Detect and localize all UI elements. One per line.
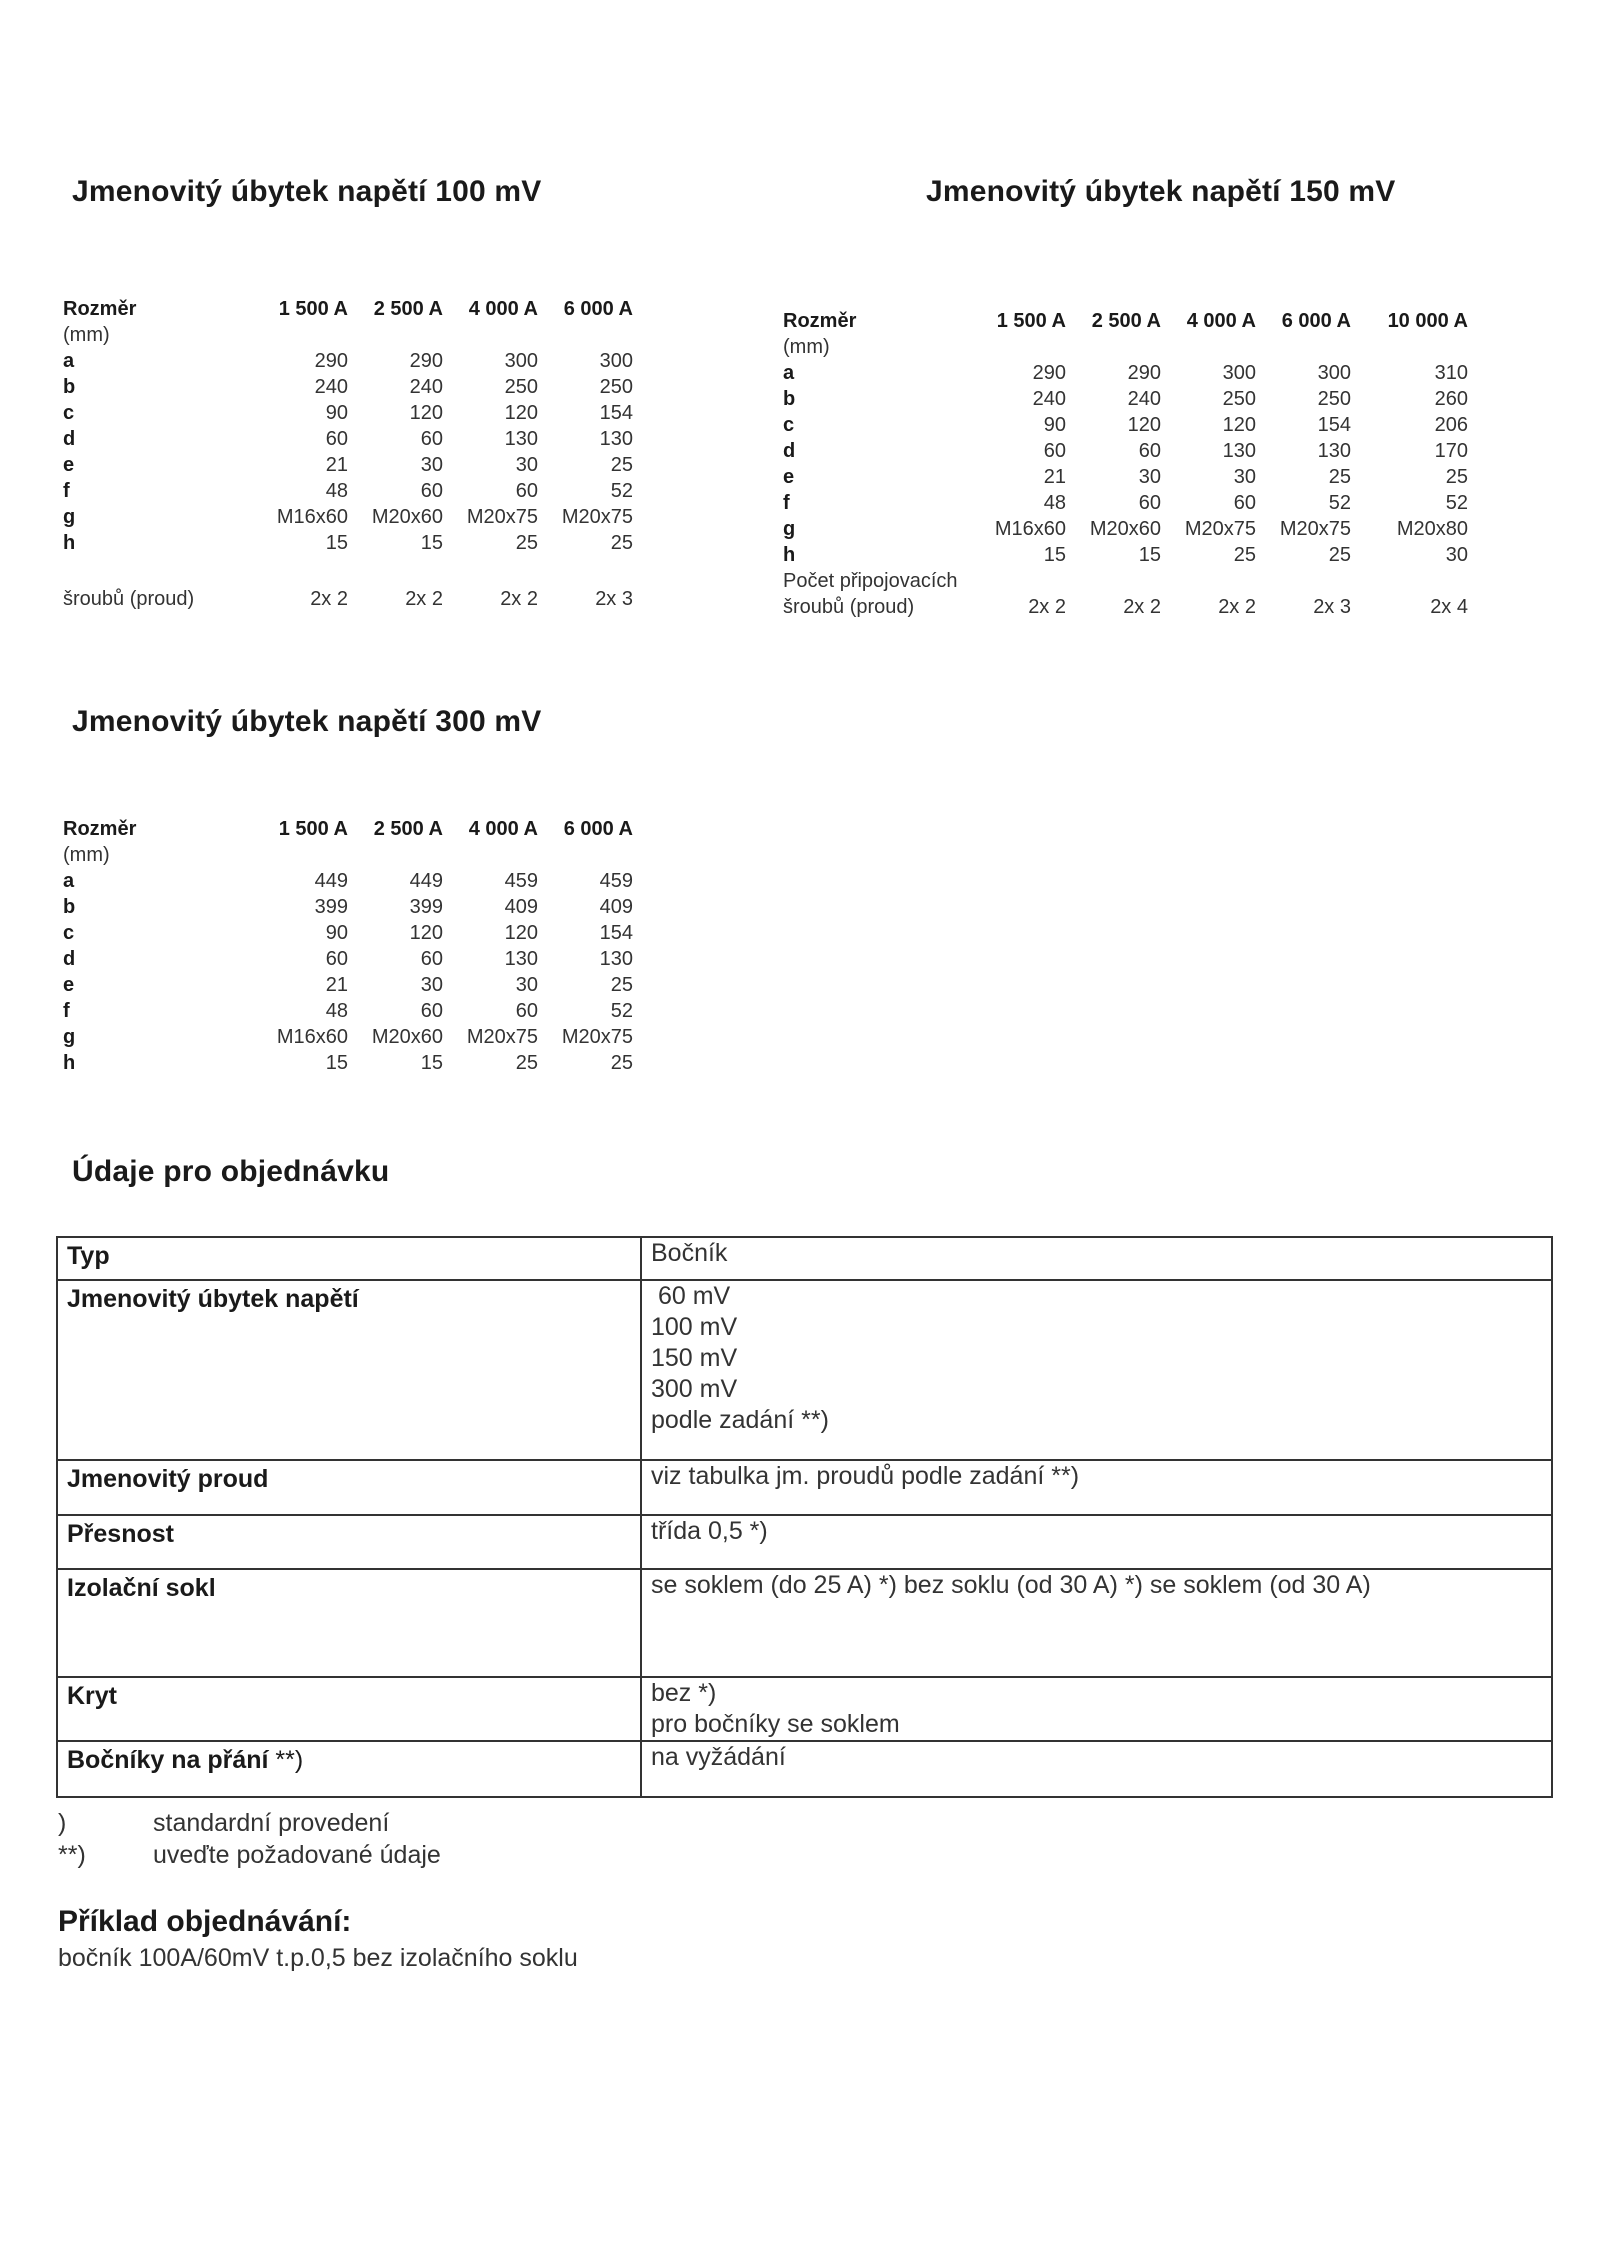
order-row-value-line: 60 mV: [651, 1282, 731, 1310]
order-row-value-line: bez *): [651, 1679, 717, 1707]
order-row-label-text: Kryt: [67, 1682, 118, 1710]
dimension-row: [783, 516, 1468, 542]
order-row: [57, 1515, 1552, 1569]
screws-value: 2x 2: [500, 588, 538, 610]
dimension-label: b: [63, 896, 76, 918]
order-row-value: [641, 1460, 1552, 1515]
column-header-current: 2 500 A: [373, 818, 443, 840]
dimension-label: e: [783, 466, 795, 488]
order-row-value-line: se soklem (do 25 A) *) bez soklu (od 30 A) *) se soklem (od 30 A): [651, 1571, 1371, 1599]
dimension-row: [63, 530, 633, 556]
dimension-row: [63, 1050, 633, 1076]
table-300mv-body: [63, 816, 633, 1076]
empty-cell: [1161, 334, 1256, 360]
dimension-label: f: [783, 492, 790, 514]
order-row-value: [641, 1280, 1552, 1460]
dimension-value: M20x60: [1089, 518, 1161, 540]
order-row-label-text: Přesnost: [67, 1520, 174, 1548]
dimension-value: 52: [610, 480, 633, 502]
dimension-value: 15: [325, 1052, 348, 1074]
dimension-value: 120: [504, 922, 538, 944]
dimension-label: a: [63, 350, 75, 372]
footnote-2-mark: **): [58, 1841, 86, 1869]
dimension-value: 120: [409, 922, 443, 944]
order-row-label-text: Typ: [67, 1242, 110, 1270]
dimension-value: 290: [1032, 362, 1066, 384]
dimension-value: 60: [1233, 492, 1256, 514]
unit-label: (mm): [63, 844, 110, 866]
dimension-value: 60: [515, 480, 538, 502]
table-100mv-body: [63, 296, 633, 612]
order-row-label-text: Izolační sokl: [67, 1574, 216, 1602]
dimension-value: 459: [599, 870, 633, 892]
dimension-value: 90: [325, 922, 348, 944]
screws-label: šroubů (proud): [783, 596, 915, 618]
dimension-row: [63, 478, 633, 504]
column-header-current: 6 000 A: [1281, 310, 1351, 332]
dimension-row: [783, 490, 1468, 516]
dimension-value: 240: [409, 376, 443, 398]
dimension-row: [783, 438, 1468, 464]
dimension-label: b: [63, 376, 76, 398]
column-header-current: 1 500 A: [996, 310, 1066, 332]
screws-label: šroubů (proud): [63, 588, 195, 610]
dimension-label: e: [63, 974, 75, 996]
screws-row: [63, 586, 633, 612]
empty-cell: [443, 842, 538, 868]
dimension-value: M20x75: [466, 506, 538, 528]
dimension-value: 60: [325, 948, 348, 970]
dimension-value: 250: [599, 376, 633, 398]
dimension-label: f: [63, 1000, 70, 1022]
dimension-label: a: [63, 870, 75, 892]
dimension-value: 30: [515, 974, 538, 996]
screws-value: 2x 2: [1123, 596, 1161, 618]
order-row-label-text: Bočníky na přání: [67, 1746, 269, 1774]
dimension-row: [63, 998, 633, 1024]
dimension-value: 399: [314, 896, 348, 918]
dimension-label: h: [783, 544, 796, 566]
dimension-value: 48: [325, 480, 348, 502]
dimension-value: M20x60: [371, 1026, 443, 1048]
header-row: [63, 816, 633, 842]
column-header-label: Rozměr: [63, 298, 137, 320]
dimension-value: 21: [325, 454, 348, 476]
screws-value: 2x 2: [1218, 596, 1256, 618]
screws-value: 2x 3: [595, 588, 633, 610]
column-header-label: Rozměr: [63, 818, 137, 840]
dimension-value: 25: [610, 532, 633, 554]
dimension-value: 399: [409, 896, 443, 918]
dimension-label: h: [63, 1052, 76, 1074]
dimension-row: [63, 374, 633, 400]
dimension-label: b: [783, 388, 796, 410]
dimension-value: 30: [420, 974, 443, 996]
screws-value: 2x 2: [405, 588, 443, 610]
dimension-value: M16x60: [276, 1026, 348, 1048]
dimension-value: 206: [1434, 414, 1468, 436]
empty-cell: [923, 334, 1066, 360]
dimension-value: 21: [325, 974, 348, 996]
dimension-label: d: [783, 440, 796, 462]
dimension-row: [63, 894, 633, 920]
dimension-row: [63, 504, 633, 530]
dimension-value: 60: [325, 428, 348, 450]
dimension-value: 60: [420, 428, 443, 450]
dimension-value: M20x75: [1279, 518, 1351, 540]
order-row-label: [57, 1280, 641, 1460]
dimension-value: 240: [1127, 388, 1161, 410]
empty-cell: [443, 322, 538, 348]
order-row-value-line: 300 mV: [651, 1375, 738, 1403]
column-header-current: 1 500 A: [278, 298, 348, 320]
dimension-value: 154: [1317, 414, 1351, 436]
dimension-value: 30: [1445, 544, 1468, 566]
screws-value: 2x 3: [1313, 596, 1351, 618]
dimension-value: 120: [1222, 414, 1256, 436]
order-row-label: [57, 1515, 641, 1569]
dimension-value: 250: [1317, 388, 1351, 410]
dimension-value: 120: [1127, 414, 1161, 436]
order-table: [56, 1236, 1553, 1798]
dimension-value: 120: [504, 402, 538, 424]
empty-cell: [203, 322, 348, 348]
dimension-value: M16x60: [994, 518, 1066, 540]
dimension-value: 30: [515, 454, 538, 476]
order-row-label: [57, 1460, 641, 1515]
column-header-current: 2 500 A: [1091, 310, 1161, 332]
dimension-value: 240: [314, 376, 348, 398]
example-text: bočník 100A/60mV t.p.0,5 bez izolačního soklu: [58, 1944, 578, 1972]
dimension-value: M20x80: [1396, 518, 1468, 540]
dimension-value: 25: [1445, 466, 1468, 488]
screws-value: 2x 2: [1028, 596, 1066, 618]
empty-cell: [1351, 334, 1468, 360]
column-header-current: 10 000 A: [1387, 310, 1468, 332]
dimension-row: [783, 360, 1468, 386]
dimension-label: c: [63, 922, 75, 944]
dimension-value: 21: [1043, 466, 1066, 488]
dimension-value: 25: [515, 532, 538, 554]
dimension-value: 130: [504, 948, 538, 970]
dimension-value: 25: [1233, 544, 1256, 566]
dimension-row: [783, 386, 1468, 412]
empty-cell: [348, 842, 443, 868]
order-row-value-line: 150 mV: [651, 1344, 738, 1372]
order-row-value-line: viz tabulka jm. proudů podle zadání **): [651, 1462, 1080, 1490]
dimension-row: [783, 412, 1468, 438]
dimension-value: 449: [409, 870, 443, 892]
spacer-cell: [63, 556, 633, 586]
dimension-value: 60: [420, 480, 443, 502]
dimension-label: g: [63, 1026, 76, 1048]
dimension-value: 310: [1434, 362, 1468, 384]
dimension-row: [783, 464, 1468, 490]
order-row-value: [641, 1569, 1552, 1677]
order-row: [57, 1569, 1552, 1677]
dimension-row: [63, 972, 633, 998]
dimension-value: 130: [1317, 440, 1351, 462]
dimension-row: [63, 452, 633, 478]
table-150mv: [783, 308, 1468, 620]
dimension-label: g: [63, 506, 76, 528]
header-row: [783, 308, 1468, 334]
order-row-label: [57, 1237, 641, 1280]
dimension-value: M20x75: [1184, 518, 1256, 540]
dimension-value: 60: [1138, 440, 1161, 462]
dimension-row: [63, 348, 633, 374]
order-row-label: [57, 1741, 641, 1797]
dimension-value: M20x75: [561, 506, 633, 528]
order-row-value-line: třída 0,5 *): [651, 1517, 768, 1545]
order-row: [57, 1237, 1552, 1280]
dimension-label: c: [63, 402, 75, 424]
dimension-value: 30: [1233, 466, 1256, 488]
dimension-value: 300: [599, 350, 633, 372]
empty-cell: [538, 322, 633, 348]
dimension-label: d: [63, 948, 76, 970]
dimension-value: 52: [1445, 492, 1468, 514]
title-150mv: Jmenovitý úbytek napětí 150 mV: [926, 175, 1396, 208]
dimension-value: M16x60: [276, 506, 348, 528]
table-150mv-body: [783, 308, 1468, 620]
column-header-current: 2 500 A: [373, 298, 443, 320]
order-row-label: [57, 1677, 641, 1741]
order-table-body: [57, 1237, 1552, 1797]
dimension-label: a: [783, 362, 795, 384]
dimension-value: 90: [1043, 414, 1066, 436]
column-header-label: Rozměr: [783, 310, 857, 332]
dimension-row: [783, 542, 1468, 568]
example-title: Příklad objednávání:: [58, 1905, 352, 1938]
column-header-current: 4 000 A: [468, 298, 538, 320]
order-row-label-suffix: **): [268, 1746, 304, 1774]
column-header-current: 4 000 A: [1186, 310, 1256, 332]
dimension-value: 48: [325, 1000, 348, 1022]
unit-label: (mm): [63, 324, 110, 346]
column-header-current: 6 000 A: [563, 298, 633, 320]
empty-cell: [1256, 334, 1351, 360]
dimension-value: 290: [1127, 362, 1161, 384]
dimension-value: 300: [1222, 362, 1256, 384]
dimension-value: 250: [504, 376, 538, 398]
order-row: [57, 1460, 1552, 1515]
footnote-2-text: uveďte požadované údaje: [153, 1841, 441, 1869]
order-row-value: [641, 1237, 1552, 1280]
title-300mv: Jmenovitý úbytek napětí 300 mV: [72, 705, 542, 738]
order-row-value-line: pro bočníky se soklem: [651, 1710, 900, 1738]
dimension-value: 409: [504, 896, 538, 918]
dimension-value: 170: [1434, 440, 1468, 462]
dimension-value: M20x60: [371, 506, 443, 528]
column-header-current: 4 000 A: [468, 818, 538, 840]
dimension-value: 25: [1328, 466, 1351, 488]
order-row-label: [57, 1569, 641, 1677]
dimension-value: 240: [1032, 388, 1066, 410]
dimension-label: g: [783, 518, 796, 540]
dimension-row: [63, 400, 633, 426]
dimension-value: 154: [599, 402, 633, 424]
dimension-value: 25: [515, 1052, 538, 1074]
order-row-value: [641, 1515, 1552, 1569]
screws-value: 2x 2: [310, 588, 348, 610]
dimension-value: M20x75: [561, 1026, 633, 1048]
dimension-row: [63, 868, 633, 894]
dimension-value: 459: [504, 870, 538, 892]
dimension-value: 30: [1138, 466, 1161, 488]
column-header-current: 1 500 A: [278, 818, 348, 840]
empty-cell: [538, 842, 633, 868]
unit-label: (mm): [783, 336, 830, 358]
empty-cell: [1066, 334, 1161, 360]
unit-row: [63, 322, 633, 348]
empty-cell: [348, 322, 443, 348]
screws-caption: Počet připojovacích: [783, 570, 958, 592]
spacer-row: [63, 556, 633, 586]
dimension-value: 60: [420, 1000, 443, 1022]
unit-row: [63, 842, 633, 868]
order-row: [57, 1280, 1552, 1460]
order-row-value-line: podle zadání **): [651, 1406, 829, 1434]
order-row-value-line: Bočník: [651, 1239, 728, 1267]
dimension-label: d: [63, 428, 76, 450]
dimension-value: 60: [1043, 440, 1066, 462]
order-row-label-text: Jmenovitý úbytek napětí: [67, 1285, 359, 1313]
order-row-value-line: na vyžádání: [651, 1743, 786, 1771]
dimension-value: 15: [420, 532, 443, 554]
dimension-row: [63, 920, 633, 946]
empty-cell: [203, 842, 348, 868]
dimension-value: 130: [1222, 440, 1256, 462]
order-title: Údaje pro objednávku: [72, 1155, 390, 1188]
dimension-value: M20x75: [466, 1026, 538, 1048]
screws-value: 2x 4: [1430, 596, 1468, 618]
dimension-value: 15: [1043, 544, 1066, 566]
dimension-label: h: [63, 532, 76, 554]
dimension-value: 130: [504, 428, 538, 450]
dimension-value: 154: [599, 922, 633, 944]
dimension-value: 25: [610, 1052, 633, 1074]
order-row-label-text: Jmenovitý proud: [67, 1465, 269, 1493]
dimension-value: 260: [1434, 388, 1468, 410]
dimension-value: 60: [515, 1000, 538, 1022]
dimension-row: [63, 426, 633, 452]
dimension-value: 52: [1328, 492, 1351, 514]
dimension-value: 30: [420, 454, 443, 476]
dimension-value: 290: [409, 350, 443, 372]
dimension-value: 15: [420, 1052, 443, 1074]
header-row: [63, 296, 633, 322]
order-row: [57, 1677, 1552, 1741]
dimension-value: 48: [1043, 492, 1066, 514]
footnote-1-text: standardní provedení: [153, 1809, 390, 1837]
column-header-current: 6 000 A: [563, 818, 633, 840]
dimension-value: 300: [504, 350, 538, 372]
screws-row: [783, 594, 1468, 620]
dimension-value: 130: [599, 428, 633, 450]
dimension-value: 60: [420, 948, 443, 970]
dimension-value: 449: [314, 870, 348, 892]
footnote-1-mark: ): [58, 1809, 67, 1837]
dimension-value: 300: [1317, 362, 1351, 384]
dimension-value: 90: [325, 402, 348, 424]
order-row-value: [641, 1677, 1552, 1741]
dimension-value: 25: [610, 974, 633, 996]
dimension-label: f: [63, 480, 70, 502]
order-row: [57, 1741, 1552, 1797]
order-row-value: [641, 1741, 1552, 1797]
dimension-row: [63, 946, 633, 972]
dimension-value: 120: [409, 402, 443, 424]
dimension-value: 290: [314, 350, 348, 372]
dimension-value: 15: [1138, 544, 1161, 566]
dimension-value: 25: [1328, 544, 1351, 566]
unit-row: [783, 334, 1468, 360]
table-300mv: [63, 816, 633, 1076]
dimension-value: 25: [610, 454, 633, 476]
dimension-value: 15: [325, 532, 348, 554]
dimension-value: 60: [1138, 492, 1161, 514]
table-100mv: [63, 296, 633, 612]
dimension-label: c: [783, 414, 795, 436]
order-row-value-line: 100 mV: [651, 1313, 738, 1341]
dimension-row: [63, 1024, 633, 1050]
dimension-value: 250: [1222, 388, 1256, 410]
dimension-value: 409: [599, 896, 633, 918]
dimension-value: 130: [599, 948, 633, 970]
screws-caption-row: [783, 568, 1468, 594]
title-100mv: Jmenovitý úbytek napětí 100 mV: [72, 175, 542, 208]
dimension-label: e: [63, 454, 75, 476]
dimension-value: 52: [610, 1000, 633, 1022]
